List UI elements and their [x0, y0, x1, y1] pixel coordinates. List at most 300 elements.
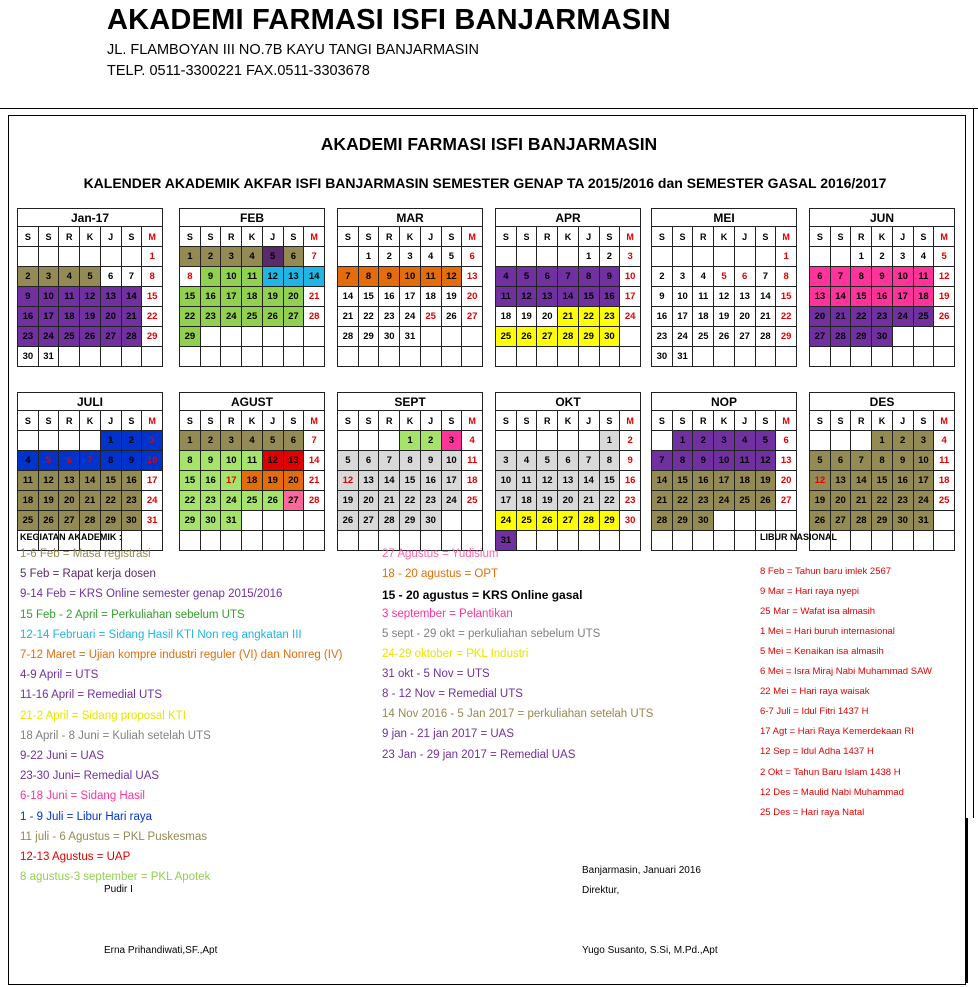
- day-cell: 6: [776, 431, 797, 451]
- day-cell: 15: [358, 287, 379, 307]
- month-name: APR: [496, 209, 641, 227]
- day-cell: [358, 431, 379, 451]
- letterhead-address: JL. FLAMBOYAN III NO.7B KAYU TANGI BANJARMASIN: [107, 42, 479, 58]
- day-cell: [851, 347, 872, 367]
- day-cell: [934, 511, 955, 531]
- day-cell: 2: [892, 431, 913, 451]
- month-nop: [651, 392, 797, 551]
- weekday-header: S: [599, 227, 620, 247]
- day-cell: 24: [672, 327, 693, 347]
- day-cell: 6: [810, 267, 831, 287]
- weekday-header: J: [734, 411, 755, 431]
- day-cell: 11: [420, 267, 441, 287]
- day-cell: 30: [620, 511, 641, 531]
- legend-item: 23 Jan - 29 jan 2017 = Remedial UAS: [382, 748, 576, 761]
- day-cell: 23: [652, 327, 673, 347]
- signature-left-name: Erna Prihandiwati,SF.,Apt: [104, 945, 218, 956]
- day-cell: 16: [200, 471, 221, 491]
- day-cell: 23: [200, 491, 221, 511]
- day-cell: 24: [620, 307, 641, 327]
- day-cell: 27: [830, 511, 851, 531]
- day-cell: 10: [714, 451, 735, 471]
- day-cell: 17: [496, 491, 517, 511]
- day-cell: 26: [714, 327, 735, 347]
- day-cell: 9: [200, 267, 221, 287]
- day-cell: 3: [892, 247, 913, 267]
- weekday-header: R: [693, 227, 714, 247]
- holiday-item: 5 Mei = Kenaikan isa almasih: [760, 646, 884, 658]
- weekday-header: K: [80, 411, 101, 431]
- day-cell: 21: [755, 307, 776, 327]
- day-cell: [776, 347, 797, 367]
- legend-item: 9-14 Feb = KRS Online semester genap 2015/2016: [20, 588, 283, 601]
- month-mar: [337, 208, 483, 367]
- legend-item: 6-18 Juni = Sidang Hasil: [20, 790, 145, 803]
- legend-item: 9-22 Juni = UAS: [20, 750, 105, 762]
- weekday-header: R: [379, 227, 400, 247]
- day-cell: [262, 327, 283, 347]
- day-cell: 13: [358, 471, 379, 491]
- day-cell: 9: [693, 451, 714, 471]
- day-cell: 1: [100, 431, 121, 451]
- right-edge-line-lower: [966, 818, 968, 983]
- day-cell: [221, 327, 242, 347]
- day-cell: [872, 347, 893, 367]
- day-cell: [558, 531, 579, 551]
- day-cell: 29: [100, 511, 121, 531]
- day-cell: 16: [18, 307, 39, 327]
- day-cell: [441, 327, 462, 347]
- weekday-header: S: [38, 411, 59, 431]
- day-cell: [913, 531, 934, 551]
- day-cell: 14: [304, 267, 325, 287]
- holiday-item: 25 Des = Hari raya Natal: [760, 806, 865, 818]
- day-cell: [537, 431, 558, 451]
- day-cell: 22: [100, 491, 121, 511]
- day-cell: [200, 531, 221, 551]
- day-cell: 21: [578, 491, 599, 511]
- day-cell: 12: [714, 287, 735, 307]
- day-cell: 28: [379, 511, 400, 531]
- day-cell: 8: [180, 451, 201, 471]
- day-cell: 2: [121, 431, 142, 451]
- day-cell: 20: [558, 491, 579, 511]
- day-cell: 16: [652, 307, 673, 327]
- weekday-header: S: [38, 227, 59, 247]
- day-cell: 5: [810, 451, 831, 471]
- day-cell: [851, 531, 872, 551]
- day-cell: 9: [121, 451, 142, 471]
- day-cell: [516, 431, 537, 451]
- day-cell: 26: [80, 327, 101, 347]
- day-cell: 13: [810, 287, 831, 307]
- day-cell: [420, 347, 441, 367]
- right-edge-line: [973, 108, 974, 818]
- legend-item: 14 Nov 2016 - 5 Jan 2017 = perkuliahan setelah UTS: [382, 708, 654, 721]
- legend-item: 31 okt - 5 Nov = UTS: [382, 668, 490, 681]
- weekday-header: K: [558, 411, 579, 431]
- weekday-header: S: [913, 411, 934, 431]
- day-cell: 8: [400, 451, 421, 471]
- day-cell: [693, 531, 714, 551]
- day-cell: 12: [262, 451, 283, 471]
- legend-item: 9 jan - 21 jan 2017 = UAS: [382, 728, 515, 741]
- day-cell: 5: [262, 247, 283, 267]
- day-cell: 2: [693, 431, 714, 451]
- day-cell: [599, 347, 620, 367]
- day-cell: 10: [441, 451, 462, 471]
- holiday-item: 2 Okt = Tahun Baru Islam 1438 H: [760, 766, 901, 778]
- day-cell: 29: [578, 327, 599, 347]
- day-cell: 18: [516, 491, 537, 511]
- day-cell: 17: [620, 287, 641, 307]
- day-cell: 3: [221, 431, 242, 451]
- day-cell: 3: [913, 431, 934, 451]
- weekday-header: S: [18, 411, 39, 431]
- day-cell: [304, 347, 325, 367]
- day-cell: 13: [537, 287, 558, 307]
- day-cell: [38, 247, 59, 267]
- day-cell: [714, 347, 735, 367]
- day-cell: 30: [652, 347, 673, 367]
- legend-item: 8 - 12 Nov = Remedial UTS: [382, 688, 523, 701]
- day-cell: 10: [672, 287, 693, 307]
- legend-item: 18 - 20 agustus = OPT: [382, 568, 499, 581]
- day-cell: 13: [283, 267, 304, 287]
- day-cell: [934, 531, 955, 551]
- day-cell: 29: [672, 511, 693, 531]
- day-cell: 7: [578, 451, 599, 471]
- weekday-header: S: [830, 227, 851, 247]
- month-juli: [17, 392, 163, 551]
- day-cell: 19: [338, 491, 359, 511]
- day-cell: [338, 431, 359, 451]
- month-name: JULI: [18, 393, 163, 411]
- weekday-header: R: [851, 227, 872, 247]
- day-cell: 25: [420, 307, 441, 327]
- day-cell: 21: [304, 471, 325, 491]
- day-cell: 22: [599, 491, 620, 511]
- day-cell: 1: [599, 431, 620, 451]
- day-cell: 2: [200, 431, 221, 451]
- day-cell: [810, 431, 831, 451]
- weekday-header: R: [851, 411, 872, 431]
- day-cell: 14: [652, 471, 673, 491]
- day-cell: 30: [892, 511, 913, 531]
- day-cell: 23: [693, 491, 714, 511]
- month-jun: [809, 208, 955, 367]
- month-agust: [179, 392, 325, 551]
- day-cell: 29: [400, 511, 421, 531]
- day-cell: 13: [776, 451, 797, 471]
- day-cell: 29: [851, 327, 872, 347]
- legend-item: 5 Feb = Rapat kerja dosen: [20, 568, 156, 581]
- day-cell: 15: [578, 287, 599, 307]
- day-cell: 20: [537, 307, 558, 327]
- day-cell: 11: [462, 451, 483, 471]
- day-cell: 17: [913, 471, 934, 491]
- legend-item: 3 september = Pelantikan: [382, 608, 513, 621]
- day-cell: [734, 531, 755, 551]
- weekday-header: S: [441, 227, 462, 247]
- day-cell: 3: [38, 267, 59, 287]
- day-cell: 4: [462, 431, 483, 451]
- weekday-header: S: [516, 227, 537, 247]
- day-cell: [755, 511, 776, 531]
- holiday-item: 1 Mei = Hari buruh internasional: [760, 626, 895, 638]
- day-cell: 25: [734, 491, 755, 511]
- day-cell: 3: [142, 431, 163, 451]
- month-jan17: [17, 208, 163, 367]
- day-cell: [851, 431, 872, 451]
- day-cell: 8: [776, 267, 797, 287]
- day-cell: 17: [142, 471, 163, 491]
- legend-item: 15 - 20 agustus = KRS Online gasal: [382, 588, 583, 603]
- day-cell: 20: [283, 287, 304, 307]
- weekday-header: M: [620, 411, 641, 431]
- day-cell: 15: [180, 471, 201, 491]
- legend-item: 8 agustus-3 september = PKL Apotek: [20, 871, 211, 884]
- legend-item: 23-30 Juni= Remedial UAS: [20, 770, 160, 783]
- day-cell: [338, 531, 359, 551]
- day-cell: 30: [18, 347, 39, 367]
- day-cell: 20: [734, 307, 755, 327]
- day-cell: 4: [496, 267, 517, 287]
- weekday-header: R: [221, 227, 242, 247]
- day-cell: [516, 247, 537, 267]
- day-cell: 5: [537, 451, 558, 471]
- letterhead-phone: TELP. 0511-3300221 FAX.0511-3303678: [107, 63, 370, 79]
- weekday-header: S: [672, 227, 693, 247]
- month-name: OKT: [496, 393, 641, 411]
- weekday-header: K: [714, 411, 735, 431]
- day-cell: 27: [462, 307, 483, 327]
- day-cell: 27: [810, 327, 831, 347]
- day-cell: 23: [892, 491, 913, 511]
- day-cell: 25: [242, 307, 263, 327]
- day-cell: 1: [180, 247, 201, 267]
- day-cell: 25: [913, 307, 934, 327]
- day-cell: 8: [578, 267, 599, 287]
- day-cell: 14: [304, 451, 325, 471]
- legend-heading: KEGIATAN AKADEMIK :: [20, 532, 122, 542]
- day-cell: 8: [100, 451, 121, 471]
- day-cell: 1: [180, 431, 201, 451]
- day-cell: 28: [558, 327, 579, 347]
- day-cell: 23: [200, 307, 221, 327]
- weekday-header: M: [142, 227, 163, 247]
- day-cell: [734, 347, 755, 367]
- weekday-header: R: [537, 227, 558, 247]
- day-cell: 10: [221, 451, 242, 471]
- day-cell: 16: [620, 471, 641, 491]
- day-cell: [59, 431, 80, 451]
- day-cell: [379, 347, 400, 367]
- day-cell: 16: [420, 471, 441, 491]
- day-cell: 6: [358, 451, 379, 471]
- day-cell: 24: [38, 327, 59, 347]
- day-cell: 30: [121, 511, 142, 531]
- weekday-header: S: [338, 227, 359, 247]
- day-cell: 25: [693, 327, 714, 347]
- day-cell: [121, 347, 142, 367]
- day-cell: 22: [142, 307, 163, 327]
- weekday-header: R: [59, 411, 80, 431]
- day-cell: 10: [496, 471, 517, 491]
- day-cell: [283, 531, 304, 551]
- weekday-header: J: [578, 411, 599, 431]
- day-cell: 24: [892, 307, 913, 327]
- holiday-item: 8 Feb = Tahun baru imlek 2567: [760, 566, 892, 577]
- day-cell: 7: [851, 451, 872, 471]
- day-cell: [38, 431, 59, 451]
- day-cell: 21: [304, 287, 325, 307]
- legend-item: 5 sept - 29 okt = perkuliahan sebelum UTS: [382, 628, 601, 641]
- day-cell: 11: [59, 287, 80, 307]
- weekday-header: K: [558, 227, 579, 247]
- day-cell: 29: [776, 327, 797, 347]
- day-cell: [578, 347, 599, 367]
- weekday-header: R: [537, 411, 558, 431]
- day-cell: 23: [620, 491, 641, 511]
- day-cell: [80, 247, 101, 267]
- day-cell: 8: [180, 267, 201, 287]
- day-cell: 18: [59, 307, 80, 327]
- day-cell: 5: [441, 247, 462, 267]
- legend-item: 24-29 oktober = PKL Industri: [382, 648, 529, 661]
- day-cell: [776, 511, 797, 531]
- holiday-item: 9 Mar = Hari raya nyepi: [760, 586, 859, 598]
- weekday-header: S: [18, 227, 39, 247]
- month-name: MAR: [338, 209, 483, 227]
- day-cell: 11: [18, 471, 39, 491]
- day-cell: 12: [262, 267, 283, 287]
- day-cell: [221, 347, 242, 367]
- day-cell: 18: [420, 287, 441, 307]
- month-name: DES: [810, 393, 955, 411]
- weekday-header: S: [496, 227, 517, 247]
- holiday-item: 12 Sep = Idul Adha 1437 H: [760, 746, 874, 758]
- month-name: AGUST: [180, 393, 325, 411]
- day-cell: 1: [672, 431, 693, 451]
- top-rule: [0, 108, 978, 109]
- day-cell: 24: [496, 511, 517, 531]
- weekday-header: S: [338, 411, 359, 431]
- day-cell: [620, 327, 641, 347]
- day-cell: [59, 347, 80, 367]
- day-cell: [810, 347, 831, 367]
- day-cell: [734, 247, 755, 267]
- day-cell: 26: [38, 511, 59, 531]
- day-cell: 18: [242, 471, 263, 491]
- day-cell: 11: [693, 287, 714, 307]
- month-name: NOP: [652, 393, 797, 411]
- day-cell: 15: [180, 287, 201, 307]
- day-cell: [180, 531, 201, 551]
- day-cell: 12: [516, 287, 537, 307]
- day-cell: 11: [934, 451, 955, 471]
- weekday-header: S: [755, 411, 776, 431]
- weekday-header: J: [100, 411, 121, 431]
- day-cell: 18: [18, 491, 39, 511]
- day-cell: 12: [537, 471, 558, 491]
- weekday-header: S: [200, 227, 221, 247]
- day-cell: 3: [221, 247, 242, 267]
- day-cell: 5: [755, 431, 776, 451]
- day-cell: [304, 531, 325, 551]
- day-cell: 10: [620, 267, 641, 287]
- month-feb: [179, 208, 325, 367]
- day-cell: 4: [242, 431, 263, 451]
- day-cell: 14: [80, 471, 101, 491]
- day-cell: 14: [755, 287, 776, 307]
- weekday-header: M: [934, 227, 955, 247]
- day-cell: [578, 431, 599, 451]
- day-cell: [420, 327, 441, 347]
- day-cell: 10: [400, 267, 421, 287]
- month-apr: [495, 208, 641, 367]
- day-cell: 17: [221, 287, 242, 307]
- day-cell: 6: [59, 451, 80, 471]
- day-cell: 12: [38, 471, 59, 491]
- day-cell: 20: [100, 307, 121, 327]
- weekday-header: J: [262, 227, 283, 247]
- day-cell: 16: [872, 287, 893, 307]
- day-cell: [200, 347, 221, 367]
- day-cell: 4: [734, 431, 755, 451]
- day-cell: 15: [672, 471, 693, 491]
- day-cell: 26: [934, 307, 955, 327]
- day-cell: 10: [913, 451, 934, 471]
- day-cell: 6: [283, 431, 304, 451]
- weekday-header: M: [776, 227, 797, 247]
- day-cell: 1: [776, 247, 797, 267]
- day-cell: 2: [620, 431, 641, 451]
- day-cell: 30: [872, 327, 893, 347]
- day-cell: [672, 247, 693, 267]
- day-cell: [221, 531, 242, 551]
- day-cell: 16: [121, 471, 142, 491]
- day-cell: 21: [121, 307, 142, 327]
- day-cell: 29: [599, 511, 620, 531]
- letterhead-title: AKADEMI FARMASI ISFI BANJARMASIN: [107, 4, 671, 36]
- weekday-header: K: [400, 227, 421, 247]
- day-cell: 11: [242, 451, 263, 471]
- day-cell: 25: [516, 511, 537, 531]
- day-cell: 13: [734, 287, 755, 307]
- day-cell: 25: [242, 491, 263, 511]
- month-sept: [337, 392, 483, 551]
- day-cell: 23: [420, 491, 441, 511]
- day-cell: 2: [18, 267, 39, 287]
- day-cell: 17: [38, 307, 59, 327]
- day-cell: [537, 347, 558, 367]
- day-cell: [830, 347, 851, 367]
- day-cell: [892, 531, 913, 551]
- day-cell: 28: [851, 511, 872, 531]
- holiday-item: 25 Mar = Wafat isa almasih: [760, 606, 876, 618]
- day-cell: 20: [358, 491, 379, 511]
- day-cell: [18, 431, 39, 451]
- day-cell: 26: [537, 511, 558, 531]
- day-cell: 14: [578, 471, 599, 491]
- day-cell: 27: [283, 307, 304, 327]
- day-cell: 23: [599, 307, 620, 327]
- day-cell: 15: [851, 287, 872, 307]
- day-cell: [100, 347, 121, 367]
- day-cell: 5: [80, 267, 101, 287]
- day-cell: 11: [734, 451, 755, 471]
